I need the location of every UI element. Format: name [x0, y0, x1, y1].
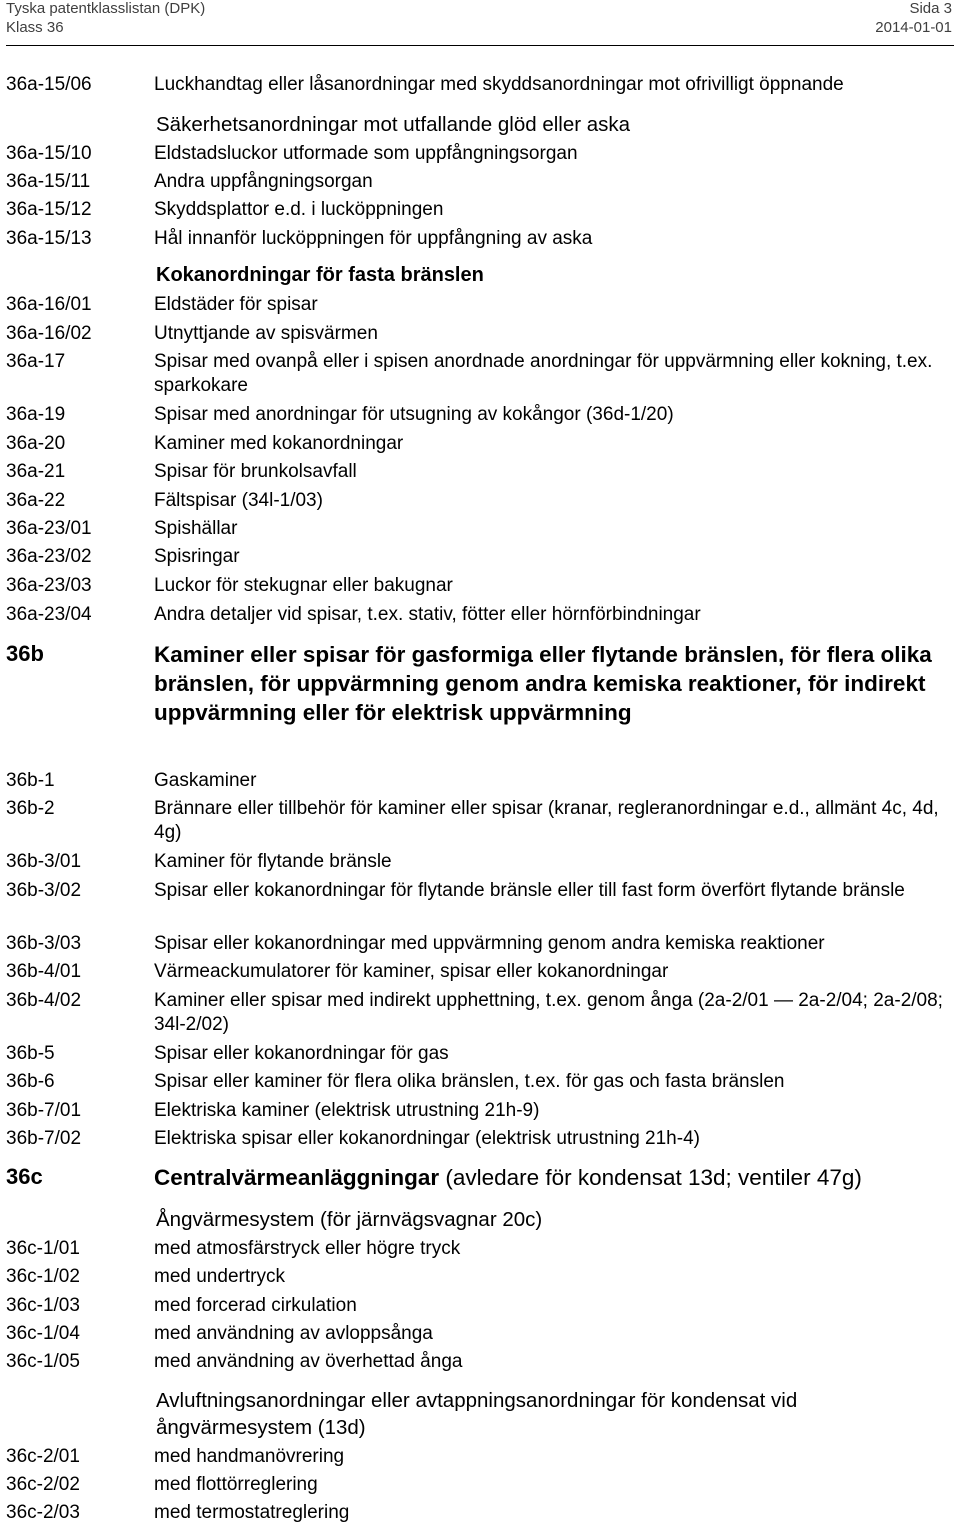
class-code: 36a-15/11: [6, 171, 91, 192]
class-description: Kaminer eller spisar med indirekt upphettning, t.ex. genom ånga (2a-2/01 — 2a-2/04; 2a-2/08; 34l-2/02): [154, 990, 943, 1035]
class-description: Spisar med ovanpå eller i spisen anordnade anordningar för uppvärmning eller kokning, t.ex. sparkokare: [154, 351, 933, 396]
header-date: 2014-01-01: [875, 19, 952, 36]
class-description: Spisar för brunkolsavfall: [154, 461, 357, 482]
class-description: Spisar med anordningar för utsugning av kokångor (36d-1/20): [154, 404, 674, 425]
class-code: 36b-4/01: [6, 961, 82, 982]
class-code: 36a-21: [6, 461, 66, 482]
class-code: 36c-2/02: [6, 1474, 80, 1495]
class-code: 36c-1/04: [6, 1323, 80, 1344]
class-label: Klass 36: [6, 19, 64, 36]
section-subheading: Säkerhetsanordningar mot utfallande glöd eller aska: [156, 113, 631, 136]
class-group-title-bold: Centralvärmeanläggningar: [154, 1165, 440, 1190]
document-title: Tyska patentklasslistan (DPK): [6, 0, 206, 17]
section-subheading: Ångvärmesystem (för järnvägsvagnar 20c): [156, 1208, 543, 1231]
class-description: Spisar eller kokanordningar för gas: [154, 1043, 449, 1064]
class-description: Värmeackumulatorer för kaminer, spisar eller kokanordningar: [154, 961, 669, 982]
class-description: med termostatreglering: [154, 1502, 350, 1523]
class-code: 36b-7/02: [6, 1128, 82, 1149]
class-description: Skyddsplattor e.d. i lucköppningen: [154, 199, 444, 220]
class-code: 36c-2/03: [6, 1502, 80, 1523]
class-group-title: [154, 1163, 944, 1192]
class-description: Kaminer med kokanordningar: [154, 433, 404, 454]
class-code: 36a-23/01: [6, 518, 92, 539]
class-code: 36a-23/04: [6, 604, 92, 625]
class-description: Elektriska spisar eller kokanordningar (elektrisk utrustning 21h-4): [154, 1128, 700, 1149]
section-subheading: Avluftningsanordningar eller avtappningsanordningar för kondensat vid ångvärmesystem (13d): [156, 1389, 798, 1439]
class-group-title-note: (avledare för kondensat 13d; ventiler 47g): [439, 1165, 862, 1190]
class-code: 36b-6: [6, 1071, 55, 1092]
class-code: 36a-23/02: [6, 546, 92, 567]
class-code: 36c-1/05: [6, 1351, 80, 1372]
class-description: med användning av avloppsånga: [154, 1323, 433, 1344]
class-description: Kaminer för flytande bränsle: [154, 851, 392, 872]
class-code: 36c-1/03: [6, 1295, 80, 1316]
class-code: 36c-1/02: [6, 1266, 80, 1287]
section-subheading: Kokanordningar för fasta bränslen: [156, 264, 484, 286]
class-description: med handmanövrering: [154, 1446, 345, 1467]
class-code: 36c-1/01: [6, 1238, 80, 1259]
class-group-title: Kaminer eller spisar för gasformiga eller flytande bränslen, för flera olika bränslen, för uppvärmning genom andra kemiska reaktioner, för indirekt uppvärmning eller för elektrisk uppvärmning: [154, 642, 932, 725]
class-group-code: 36c: [6, 1164, 43, 1189]
class-description: Hål innanför lucköppningen för uppfångning av aska: [154, 228, 593, 249]
class-code: 36a-17: [6, 351, 66, 372]
class-description: med forcerad cirkulation: [154, 1295, 357, 1316]
class-description: Spisar eller kokanordningar för flytande bränsle eller till fast form överfört flytande bränsle: [154, 880, 905, 901]
class-description: Elektriska kaminer (elektrisk utrustning 21h-9): [154, 1100, 540, 1121]
class-description: Spisringar: [154, 546, 240, 567]
class-code: 36b-3/01: [6, 851, 82, 872]
class-code: 36b-5: [6, 1043, 55, 1064]
class-description: med flottörreglering: [154, 1474, 318, 1495]
class-description: med undertryck: [154, 1266, 285, 1287]
class-description: med användning av överhettad ånga: [154, 1351, 463, 1372]
class-code: 36a-19: [6, 404, 66, 425]
class-code: 36a-22: [6, 490, 66, 511]
class-description: Andra detaljer vid spisar, t.ex. stativ, fötter eller hörnförbindningar: [154, 604, 701, 625]
page-label: Sida 3: [909, 0, 952, 17]
class-description: Luckor för stekugnar eller bakugnar: [154, 575, 453, 596]
class-description: Brännare eller tillbehör för kaminer eller spisar (kranar, regleranordningar e.d., allmänt 4c, 4d, 4g): [154, 798, 939, 843]
class-code: 36b-3/02: [6, 880, 82, 901]
class-description: Spisar eller kokanordningar med uppvärmning genom andra kemiska reaktioner: [154, 933, 825, 954]
header-divider: [6, 45, 954, 46]
class-code: 36a-16/01: [6, 294, 92, 315]
class-code: 36a-15/13: [6, 228, 92, 249]
class-description: med atmosfärstryck eller högre tryck: [154, 1238, 461, 1259]
class-code: 36b-3/03: [6, 933, 82, 954]
class-group-code: 36b: [6, 641, 44, 666]
class-description: Eldstadsluckor utformade som uppfångningsorgan: [154, 143, 578, 164]
class-description: Andra uppfångningsorgan: [154, 171, 373, 192]
class-code: 36a-23/03: [6, 575, 92, 596]
class-code: 36a-15/10: [6, 143, 92, 164]
class-code: 36a-16/02: [6, 323, 92, 344]
class-description: Fältspisar (34l-1/03): [154, 490, 323, 511]
class-code: 36b-2: [6, 798, 55, 819]
class-code: 36a-15/06: [6, 74, 92, 95]
class-code: 36c-2/01: [6, 1446, 80, 1467]
class-description: Eldstäder för spisar: [154, 294, 318, 315]
class-code: 36b-1: [6, 770, 55, 791]
class-code: 36a-20: [6, 433, 66, 454]
class-description: Luckhandtag eller låsanordningar med skyddsanordningar mot ofrivilligt öppnande: [154, 74, 844, 95]
class-description: Spishällar: [154, 518, 238, 539]
class-description: Utnyttjande av spisvärmen: [154, 323, 378, 344]
class-code: 36b-4/02: [6, 990, 82, 1011]
class-code: 36a-15/12: [6, 199, 92, 220]
class-code: 36b-7/01: [6, 1100, 82, 1121]
class-description: Spisar eller kaminer för flera olika bränslen, t.ex. för gas och fasta bränslen: [154, 1071, 785, 1092]
class-description: Gaskaminer: [154, 770, 257, 791]
